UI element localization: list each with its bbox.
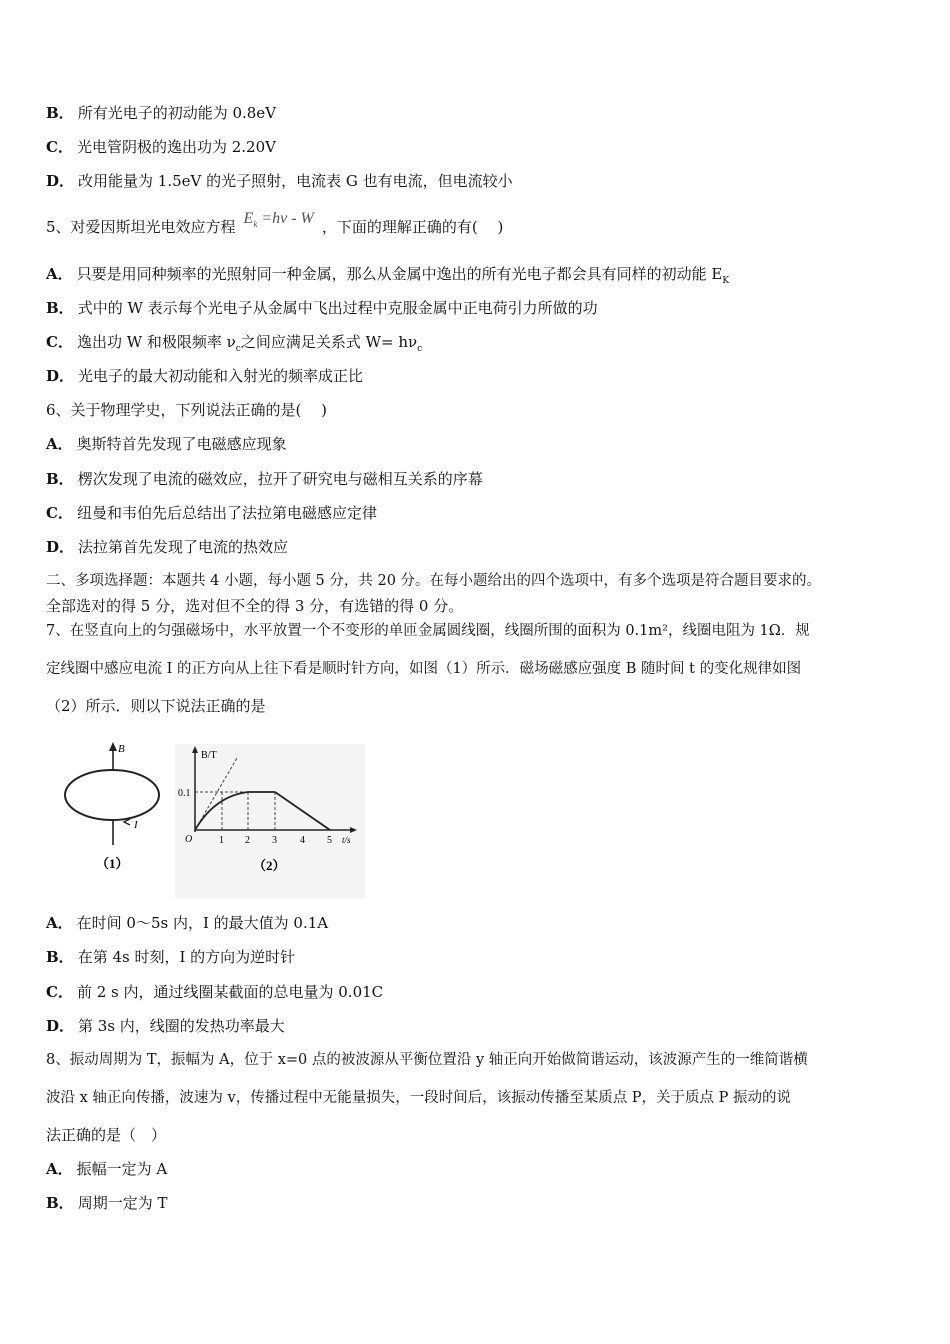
origin-label: O xyxy=(185,834,193,845)
option-text: 在时间 0～5s 内，I 的最大值为 0.1A xyxy=(76,914,329,932)
q7-line1: 7、在竖直向上的匀强磁场中，水平放置一个不变形的单匝金属圆线圈，线圈所围的面积为 0.1m²，线圈电阻为 1Ω．规 xyxy=(46,623,810,639)
q8-line2: 波沿 x 轴正向传播，波速为 v，传播过程中无能量损失，一段时间后，该振动传播至某质点 P，关于质点 P 振动的说 xyxy=(46,1090,792,1106)
coil-ellipse xyxy=(65,770,159,820)
option-text: 纽曼和韦伯先后总结出了法拉第电磁感应定律 xyxy=(76,504,377,522)
q8-line1: 8、振动周期为 T，振幅为 A，位于 x=0 点的被波源从平衡位置沿 y 轴正向开始做简谐运动，该波源产生的一维简谐横 xyxy=(46,1052,808,1068)
option-label: A． xyxy=(46,914,73,932)
y-tick-label: 0.1 xyxy=(178,788,191,799)
y-axis-label: B/T xyxy=(201,750,217,761)
option-text: 在第 4s 时刻，I 的方向为逆时针 xyxy=(77,948,296,966)
q5-suffix: ，下面的理解正确的有( ) xyxy=(321,218,504,236)
q4-option-c xyxy=(46,137,276,157)
b-label: B xyxy=(118,743,125,755)
q7-option-d xyxy=(46,1016,285,1036)
fig1-caption: （1） xyxy=(96,856,129,871)
section2-line1: 二、多项选择题：本题共 4 小题，每小题 5 分，共 20 分。在每小题给出的四个选项中，有多个选项是符合题目要求的。 xyxy=(46,573,822,589)
option-text: 逸出功 W 和极限频率 ν xyxy=(76,333,236,351)
option-label: A． xyxy=(46,265,73,283)
option-sub: c xyxy=(235,344,241,354)
option-label: B． xyxy=(46,104,74,122)
x-tick-label: 2 xyxy=(245,835,250,846)
option-label: D． xyxy=(46,538,75,556)
option-text: 奥斯特首先发现了电磁感应现象 xyxy=(76,435,287,453)
option-text: 楞次发现了电流的磁效应，拉开了研究电与磁相互关系的序幕 xyxy=(77,470,483,488)
q7-option-b xyxy=(46,947,295,967)
option-text: 前 2 s 内，通过线圈某截面的总电量为 0.01C xyxy=(76,983,384,1001)
q5-option-d xyxy=(46,366,363,386)
formula-e: E xyxy=(243,210,254,227)
option-text: 改用能量为 1.5eV 的光子照射，电流表 G 也有电流，但电流较小 xyxy=(78,172,513,190)
option-label: C． xyxy=(46,138,73,156)
graph-background xyxy=(175,744,365,899)
option-text: 所有光电子的初动能为 0.8eV xyxy=(77,104,277,122)
formula-rest: =hν - W xyxy=(261,210,314,227)
option-label: A． xyxy=(46,1160,73,1178)
q8-option-b xyxy=(46,1193,167,1213)
option-label: B． xyxy=(46,470,74,488)
option-sub2: c xyxy=(417,344,423,354)
option-label: B． xyxy=(46,299,74,317)
option-label: C． xyxy=(46,504,73,522)
i-label: I xyxy=(134,819,138,831)
option-text: 周期一定为 T xyxy=(77,1194,168,1212)
option-label: D． xyxy=(46,172,75,190)
formula-sub: k xyxy=(253,219,258,230)
q6-option-d xyxy=(46,537,288,557)
q5-stem xyxy=(46,210,504,243)
q6-option-b xyxy=(46,469,483,489)
option-label: D． xyxy=(46,367,75,385)
option-text: 第 3s 内，线圈的发热功率最大 xyxy=(78,1017,285,1035)
q7-line3: （2）所示．则以下说法正确的是 xyxy=(46,697,266,715)
bt-graph xyxy=(175,744,365,899)
option-text: 振幅一定为 A xyxy=(76,1160,168,1178)
q5-option-c xyxy=(46,332,422,359)
x-tick-label: 3 xyxy=(272,835,277,846)
q4-option-d xyxy=(46,171,513,191)
x-tick-label: 1 xyxy=(219,835,224,846)
section2-line2: 全部选对的得 5 分，选对但不全的得 3 分，有选错的得 0 分。 xyxy=(46,597,464,615)
option-label: C． xyxy=(46,333,73,351)
q8-line3: 法正确的是（ ） xyxy=(46,1126,167,1144)
x-tick-label: 4 xyxy=(300,835,305,846)
option-text: 法拉第首先发现了电流的热效应 xyxy=(78,538,289,556)
option-label: B． xyxy=(46,1194,74,1212)
q6-stem: 6、关于物理学史，下列说法正确的是( ) xyxy=(46,401,328,419)
x-tick-label: 5 xyxy=(327,835,332,846)
q7-option-c xyxy=(46,982,383,1002)
option-label: B． xyxy=(46,948,74,966)
q7-option-a xyxy=(46,913,328,933)
coil-figure xyxy=(58,740,168,875)
b-arrow-head xyxy=(109,742,117,751)
option-text: 式中的 W 表示每个光电子从金属中飞出过程中克服金属中正电荷引力所做的功 xyxy=(77,299,598,317)
option-text: 光电子的最大初动能和入射光的频率成正比 xyxy=(78,367,364,385)
q7-line2: 定线圈中感应电流 I 的正方向从上往下看是顺时针方向，如图（1）所示．磁场磁感应强度 B 随时间 t 的变化规律如图 xyxy=(46,661,802,677)
q5-formula xyxy=(243,210,314,230)
option-text: 光电管阴极的逸出功为 2.20V xyxy=(76,138,276,156)
q5-option-b xyxy=(46,298,598,318)
x-axis-label: t/s xyxy=(342,835,351,845)
option-tail: 之间应满足关系式 W= hν xyxy=(240,333,418,351)
q6-option-a xyxy=(46,434,287,454)
q5-option-a xyxy=(46,264,729,291)
option-label: C． xyxy=(46,983,73,1001)
fig2-caption: （2） xyxy=(253,858,286,873)
q4-option-b xyxy=(46,103,276,123)
option-text: 只要是用同种频率的光照射同一种金属，那么从金属中逸出的所有光电子都会具有同样的初动能 E xyxy=(76,265,723,283)
q6-option-c xyxy=(46,503,377,523)
option-label: A． xyxy=(46,435,73,453)
q5-prefix: 5、对爱因斯坦光电效应方程 xyxy=(46,218,236,236)
option-sub: K xyxy=(722,276,730,286)
option-label: D． xyxy=(46,1017,75,1035)
q8-option-a xyxy=(46,1159,167,1179)
